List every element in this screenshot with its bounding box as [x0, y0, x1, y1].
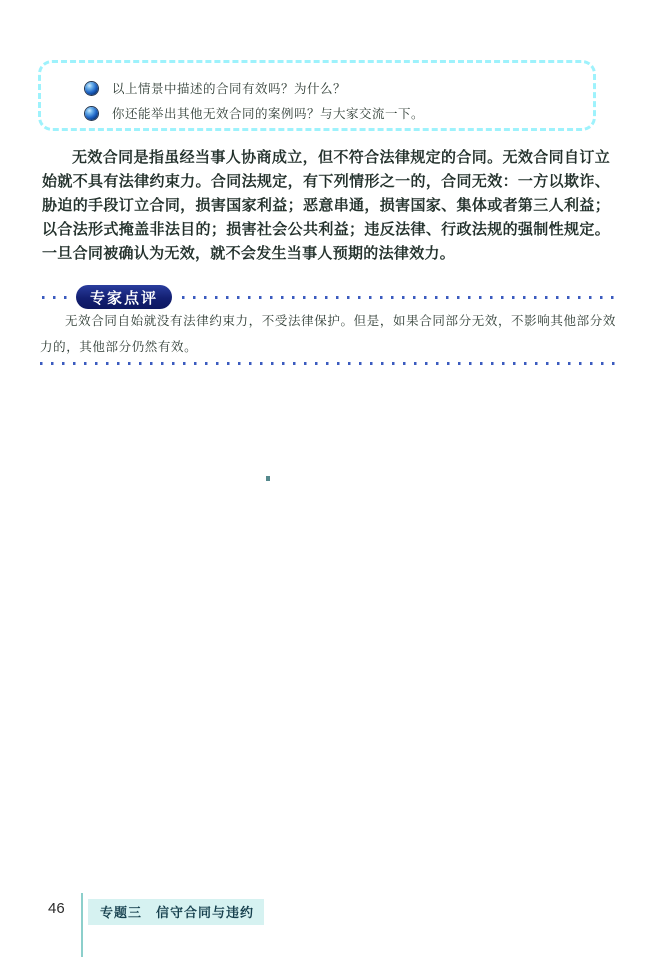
question-text: 以上情景中描述的合同有效吗？为什么？	[112, 82, 347, 96]
question-item	[85, 79, 593, 97]
expert-review-header	[42, 285, 622, 309]
footer-topic: 专题三 信守合同与违约	[88, 899, 264, 925]
question-text: 你还能举出其他无效合同的案例吗？与大家交流一下。	[112, 107, 425, 121]
main-paragraph: 无效合同是指虽经当事人协商成立，但不符合法律规定的合同。无效合同自订立始就不具有法律约束力。合同法规定，有下列情形之一的，合同无效：一方以欺诈、胁迫的手段订立合同，损害国家利益；恶意串通，损害国家、集体或者第三人利益；以合法形式掩盖非法目的；损害社会公共利益；违反法律、行政法规的强制性规定。一旦合同被确认为无效，就不会发生当事人预期的法律效力。	[42, 150, 610, 262]
expert-review-badge: 专家点评	[76, 285, 172, 309]
question-box	[38, 60, 596, 131]
blue-sphere-bullet-icon	[85, 107, 98, 120]
page-number: 46	[48, 900, 65, 917]
question-item	[85, 104, 593, 122]
page-footer	[0, 893, 650, 957]
expert-review-text: 无效合同自始就没有法律约束力，不受法律保护。但是，如果合同部分无效，不影响其他部分效力的，其他部分仍然有效。	[40, 314, 616, 354]
scan-speck	[266, 476, 270, 481]
dotted-line-right	[182, 296, 622, 299]
blue-sphere-bullet-icon	[85, 82, 98, 95]
dotted-line-bottom	[40, 362, 618, 365]
footer-divider	[81, 893, 83, 957]
dotted-line-left	[42, 296, 74, 299]
